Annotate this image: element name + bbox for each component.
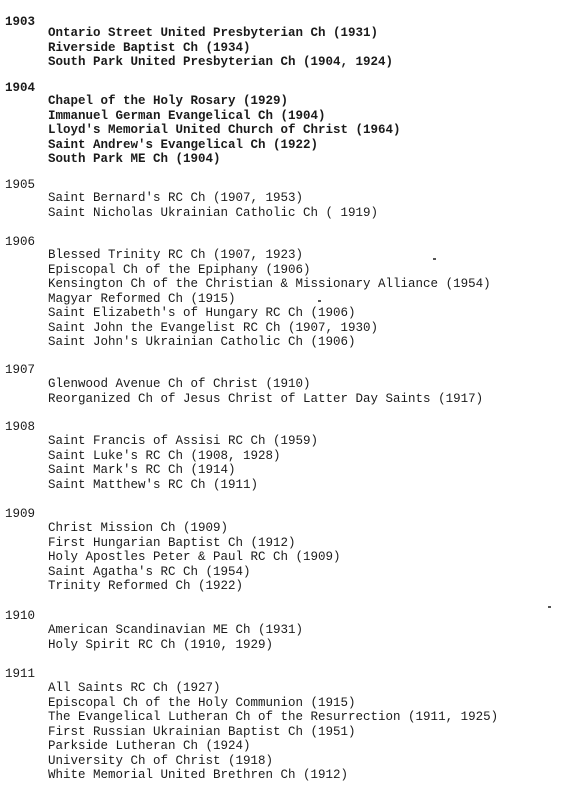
- church-entry: Magyar Reformed Ch (1915): [48, 291, 236, 306]
- church-entry: Saint Matthew's RC Ch (1911): [48, 477, 259, 492]
- church-entry: Immanuel German Evangelical Ch (1904): [48, 108, 326, 123]
- church-entry: Holy Apostles Peter & Paul RC Ch (1909): [48, 550, 341, 564]
- church-list: [48, 623, 303, 652]
- church-entry: University Ch of Christ (1918): [48, 753, 274, 768]
- year-heading: 1906: [5, 235, 36, 249]
- church-entry: Holy Spirit RC Ch (1910, 1929): [48, 637, 274, 652]
- church-entry: White Memorial United Brethren Ch (1912): [48, 768, 349, 782]
- year-heading: 1907: [5, 363, 36, 377]
- church-entry: Parkside Lutheran Ch (1924): [48, 739, 251, 753]
- church-entry: Kensington Ch of the Christian & Missionary Alliance (1954): [48, 277, 491, 291]
- church-entry: Ontario Street United Presbyterian Ch (1931): [48, 26, 379, 40]
- year-heading: 1909: [5, 507, 36, 521]
- church-entry: South Park ME Ch (1904): [48, 152, 221, 166]
- church-entry: Saint Andrew's Evangelical Ch (1922): [48, 137, 319, 152]
- scan-speck: [318, 300, 321, 302]
- church-entry: The Evangelical Lutheran Ch of the Resurrection (1911, 1925): [48, 710, 499, 724]
- church-entry: First Hungarian Baptist Ch (1912): [48, 535, 296, 550]
- church-entry: Blessed Trinity RC Ch (1907, 1923): [48, 248, 304, 262]
- scan-speck: [548, 606, 551, 608]
- church-list: [48, 26, 393, 70]
- church-entry: Chapel of the Holy Rosary (1929): [48, 94, 289, 108]
- church-list: [48, 521, 341, 594]
- church-entry: Episcopal Ch of the Holy Communion (1915): [48, 695, 356, 710]
- church-entry: Saint Elizabeth's of Hungary RC Ch (1906): [48, 306, 356, 320]
- church-entry: Reorganized Ch of Jesus Christ of Latter Day Saints (1917): [48, 391, 484, 406]
- church-entry: Riverside Baptist Ch (1934): [48, 40, 251, 55]
- year-heading: 1911: [5, 667, 36, 681]
- year-heading: 1903: [5, 15, 36, 29]
- church-entry: Saint Mark's RC Ch (1914): [48, 463, 236, 477]
- church-entry: Saint Nicholas Ukrainian Catholic Ch ( 1919): [48, 205, 379, 220]
- church-entry: Saint Bernard's RC Ch (1907, 1953): [48, 191, 304, 205]
- church-entry: Glenwood Avenue Ch of Christ (1910): [48, 377, 311, 391]
- scan-speck: [433, 258, 436, 260]
- church-entry: South Park United Presbyterian Ch (1904, 1924): [48, 55, 394, 69]
- year-heading: 1905: [5, 178, 36, 192]
- church-list: [48, 434, 318, 492]
- church-entry: All Saints RC Ch (1927): [48, 681, 221, 695]
- church-entry: Saint Luke's RC Ch (1908, 1928): [48, 448, 281, 463]
- year-heading: 1908: [5, 420, 36, 434]
- church-entry: Saint John's Ukrainian Catholic Ch (1906): [48, 335, 356, 349]
- year-heading: 1910: [5, 609, 36, 623]
- year-heading: 1904: [5, 81, 36, 95]
- church-entry: Saint Agatha's RC Ch (1954): [48, 564, 251, 579]
- church-list: [48, 191, 378, 220]
- church-entry: Trinity Reformed Ch (1922): [48, 579, 244, 593]
- church-entry: First Russian Ukrainian Baptist Ch (1951): [48, 724, 356, 739]
- church-entry: Lloyd's Memorial United Church of Christ (1964): [48, 123, 401, 137]
- church-entry: Saint John the Evangelist RC Ch (1907, 1930): [48, 320, 379, 335]
- church-entry: American Scandinavian ME Ch (1931): [48, 623, 304, 637]
- church-entry: Episcopal Ch of the Epiphany (1906): [48, 262, 311, 277]
- church-list: [48, 94, 401, 167]
- church-list: [48, 681, 498, 783]
- church-entry: Saint Francis of Assisi RC Ch (1959): [48, 434, 319, 448]
- church-list: [48, 377, 483, 406]
- church-list: [48, 248, 491, 350]
- church-entry: Christ Mission Ch (1909): [48, 521, 229, 535]
